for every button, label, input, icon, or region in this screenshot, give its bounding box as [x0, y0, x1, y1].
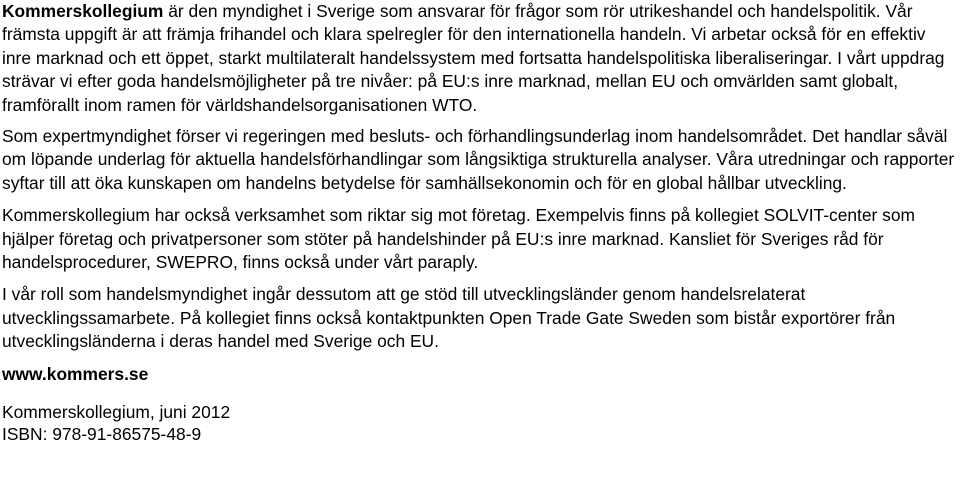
business-activities-paragraph: Kommerskollegium har också verksamhet som riktar sig mot företag. Exempelvis finns på kollegiet SOLVIT-center som hjälper företag och privatpersoner som stöter på handelshinder på EU:s inre marknad. Kansliet för Sveriges råd för handelsprocedurer, SWEPRO, finns också under vårt paraply.: [2, 205, 916, 273]
intro-paragraph: [2, 0, 958, 117]
publication-footer: [2, 402, 958, 445]
development-cooperation-paragraph: I vår roll som handelsmyndighet ingår dessutom att ge stöd till utvecklingsländer genom handelsrelaterat utvecklingssamarbete. På kollegiet finns också kontaktpunkten Open Trade Gate Sweden som bistår exportörer från utvecklingsländerna i deras handel med Sverige och EU.: [2, 284, 896, 352]
website-link[interactable]: www.kommers.se: [2, 363, 149, 384]
isbn: ISBN: 978-91-86575-48-9: [2, 423, 202, 444]
expert-authority-paragraph: Som expertmyndighet förser vi regeringen med besluts- och förhandlingsunderlag inom handelsområdet. Det handlar såväl om löpande underlag för aktuella handelsförhandlingar som långsiktiga strukturella analyser. Våra utredningar och rapporter syftar till att öka kunskapen om handelns betydelse för samhällsekonomin och för en global hållbar utveckling.: [2, 126, 955, 193]
document-page: [2, 0, 958, 445]
intro-paragraph-text: är den myndighet i Sverige som ansvarar för frågor som rör utrikeshandel och handelspolitik. Vår främsta uppgift är att främja frihandel och klara spelregler för den internationella handeln. Vi arbetar också för en effektiv inre marknad och ett öppet, starkt multilateralt handelssystem med fortsatta handelspolitiska liberaliseringar. I vårt uppdrag strävar vi efter goda handelsmöjligheter på tre nivåer: på EU:s inre marknad, mellan EU och omvärlden samt globalt, framförallt inom ramen för världshandelsorganisationen WTO.: [2, 1, 945, 115]
publication-date: Kommerskollegium, juni 2012: [2, 402, 231, 423]
organization-name: Kommerskollegium: [2, 1, 164, 21]
